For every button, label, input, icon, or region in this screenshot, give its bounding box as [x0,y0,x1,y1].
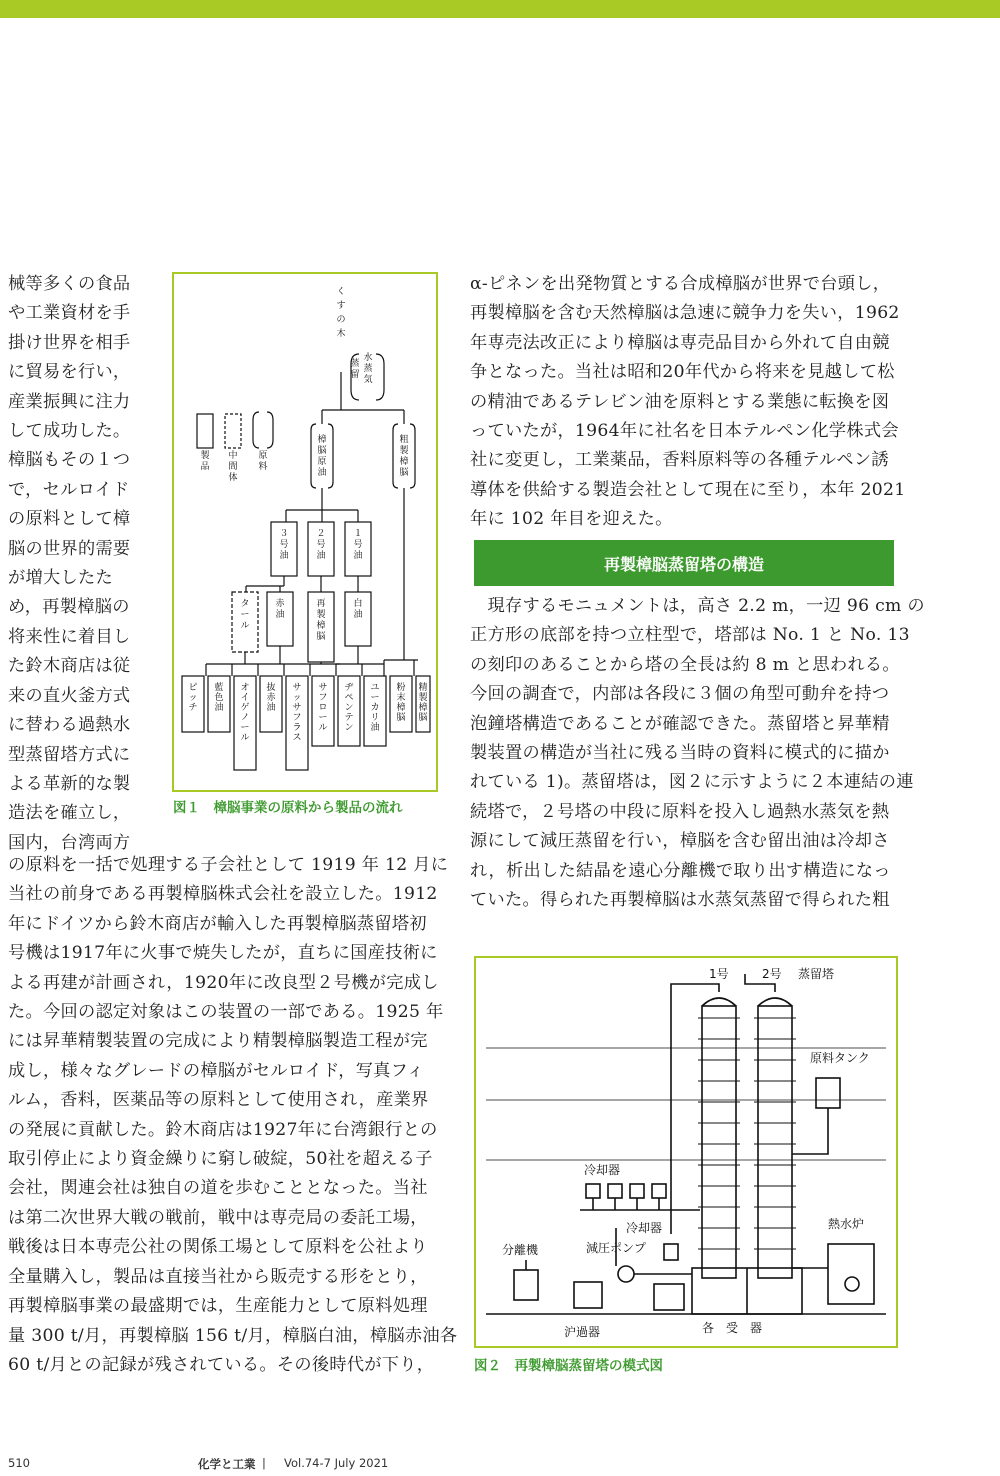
journal-name: 化学と工業 [198,1457,256,1471]
text-line: 導体を供給する製造会社として現在に至り，本年 2021 [470,479,906,500]
text-line: ていた。得られた再製樟脳は水蒸気蒸留で得られた粗 [470,890,890,911]
section-heading: 再製樟脳蒸留塔の構造 [474,540,894,586]
separator-label: 分離機 [502,1243,539,1257]
text-line: 現存するモニュメントは，高さ 2.2 m，一辺 96 cm の [470,596,925,616]
text-line: 樟脳もその１つ [8,450,131,471]
text-line: れている 1)。蒸留塔は，図２に示すように２本連結の連 [470,772,914,793]
text-line: 将来性に着目し [8,626,131,647]
footer-separator: | [262,1456,266,1470]
right-mid-column [470,592,925,915]
text-line: 成し，様々なグレードの樟脳がセルロイド，写真フィ [8,1060,425,1081]
right-top-column [470,270,906,535]
text-line: た鈴木商店は従 [8,656,131,677]
text-line: して成功した。 [8,421,131,442]
text-line: に替わる過熱水 [8,715,131,736]
derived-label: 赤油 [275,599,285,620]
oil-label: １号油 [353,529,363,561]
text-line: 掛け世界を相手 [8,332,131,353]
text-line: が増大したた [8,568,113,589]
derived-label: タール [240,599,250,631]
text-line: に貿易を行い， [8,362,131,383]
text-line: 会社，関連会社は独自の道を歩むこととなった。当社 [8,1178,428,1199]
figure-2-diagram [476,958,896,1346]
product-label: オイゲノール [240,683,250,743]
boiler-label: 熱水炉 [828,1217,865,1231]
text-line: よる再建が計画され，1920年に改良型２号機が完成し [8,972,439,993]
text-line: 造法を確立し， [8,803,131,824]
cooler-label: 冷却器 [626,1221,663,1235]
figure-2-caption: 図２ 再製樟脳蒸留塔の模式図 [474,1358,663,1374]
tower-title-label: 蒸留塔 [798,967,835,981]
tower-2-label: 2号 [762,967,782,981]
product-label: ヂペンテン [344,683,354,733]
text-line: 当社の前身である再製樟脳株式会社を設立した。1912 [8,884,438,905]
top-accent-bar [0,0,1000,18]
process-label: 蒸留 [350,359,360,380]
text-line: や工業資材を手 [8,303,131,324]
text-line: 源にして減圧蒸留を行い，樟脳を含む留出油は冷却さ [470,831,890,852]
text-line: 戦後は日本専売公社の関係工場として原料を公社より [8,1237,428,1258]
text-line: の刻印のあることから塔の全長は約 8 m と思われる。 [470,654,900,675]
text-line: の原料を一括で処理する子会社として 1919 年 12 月に [8,855,449,875]
product-label: サフロール [318,683,328,733]
process-label: 水蒸気 [363,353,373,385]
text-line: の発展に貢献した。鈴木商店は1927年に台湾銀行との [8,1119,438,1140]
text-line: 取引停止により資金繰りに窮し破綻，50社を超える子 [8,1149,433,1170]
text-line: 量 300 t/月，再製樟脳 156 t/月，樟脳白油，樟脳赤油各 [8,1325,458,1346]
text-line: た。今回の認定対象はこの装置の一部である。1925 年 [8,1002,444,1023]
derived-label: 白油 [353,599,363,620]
tower-1-label: 1号 [709,967,729,981]
text-line: 再製樟脳事業の最盛期では，生産能力として原料処理 [8,1296,428,1317]
vacuum-pump-label: 減圧ポンプ [586,1241,647,1255]
legend-label: 製品 [200,451,210,472]
feed-tank-label: 原料タンク [810,1051,870,1065]
text-line: 産業振興に注力 [8,391,131,412]
text-line: っていたが，1964年に社名を日本テルペン化学株式会 [470,421,899,442]
receivers-label: 各 受 器 [702,1321,763,1335]
text-line: には昇華精製装置の完成により精製樟脳製造工程が完 [8,1031,428,1052]
intermediate-label: 樟脳原油 [317,435,327,478]
text-line: α-ピネンを出発物質とする合成樟脳が世界で台頭し， [470,274,891,294]
text-line: は第二次世界大戦の戦前，戦中は専売局の委託工場， [8,1207,428,1228]
text-line: の精油であるテレビン油を原料とする業態に転換を図 [470,391,890,412]
text-line: の原料として樟 [8,509,131,530]
text-line: 年に 102 年目を迎えた。 [470,509,673,530]
text-line: で，セルロイド [8,479,130,500]
text-line: 国内，台湾両方 [8,832,131,853]
text-line: 今回の調査で，内部は各段に３個の角型可動弁を持つ [470,684,890,705]
issue-info: Vol.74-7 July 2021 [284,1456,389,1470]
text-line: 年専売法改正により樟脳は専売品目から外れて自由競 [470,332,890,353]
text-line: 型蒸留塔方式に [8,744,131,765]
text-line: 来の直火釜方式 [8,685,131,706]
product-label: ピッチ [188,683,198,713]
product-label: 抜赤油 [266,683,276,713]
text-line: 泡鐘塔構造であることが確認できた。蒸留塔と昇華精 [470,713,890,734]
cooler-top-label: 冷却器 [584,1163,621,1177]
legend-label: 原料 [258,451,268,472]
page-number: 510 [8,1456,30,1470]
text-line: 年にドイツから鈴木商店が輸入した再製樟脳蒸留塔初 [8,913,427,934]
text-line: 号機は1917年に火事で焼失したが，直ちに国産技術に [8,943,438,964]
product-label: サッサフラス [292,683,302,743]
left-narrow-column [8,270,164,858]
figure-2-box [474,956,898,1348]
figure-1-box [172,272,438,792]
text-line: ルム，香料，医薬品等の原料として使用され，産業界 [8,1090,429,1111]
figure-1-caption: 図１ 樟脳事業の原料から製品の流れ [173,800,403,816]
derived-label: 再製樟脳 [316,599,326,642]
text-line: 再製樟脳を含む天然樟脳は急速に競争力を失い，1962 [470,303,900,324]
filter-label: 沪過器 [564,1325,601,1339]
text-line: 製装置の構造が当社に残る当時の資料に模式的に描か [470,743,890,764]
legend-label: 中間体 [228,451,238,483]
root-label: くすの木 [336,287,346,339]
figure-1-flowchart [174,274,436,790]
left-wide-column [8,851,458,1380]
text-line: 争となった。当社は昭和20年代から将来を見越して松 [470,362,895,383]
oil-label: ２号油 [316,529,326,561]
text-line: 続塔で，２号塔の中段に原料を投入し過熱水蒸気を熱 [470,801,890,822]
text-line: 械等多くの食品 [8,274,131,294]
text-line: れ，析出した結晶を遠心分離機で取り出す構造になっ [470,860,891,881]
product-label: ユーカリ油 [370,683,380,733]
product-label: 藍色油 [214,683,224,713]
product-label: 粉末樟脳 [396,683,406,723]
text-line: よる革新的な製 [8,773,131,794]
oil-label: ３号油 [279,529,289,561]
intermediate-label: 粗製樟脳 [399,435,409,478]
text-line: 60 t/月との記録が残されている。その後時代が下り， [8,1354,435,1375]
text-line: 正方形の底部を持つ立柱型で，塔部は No. 1 と No. 13 [470,625,910,646]
text-line: 脳の世界的需要 [8,538,131,559]
text-line: 社に変更し，工業薬品，香料原料等の各種テルペン誘 [470,450,889,471]
text-line: 全量購入し，製品は直接当社から販売する形をとり， [8,1266,428,1287]
text-line: め，再製樟脳の [8,597,130,618]
product-label: 精製樟脳 [418,683,428,723]
